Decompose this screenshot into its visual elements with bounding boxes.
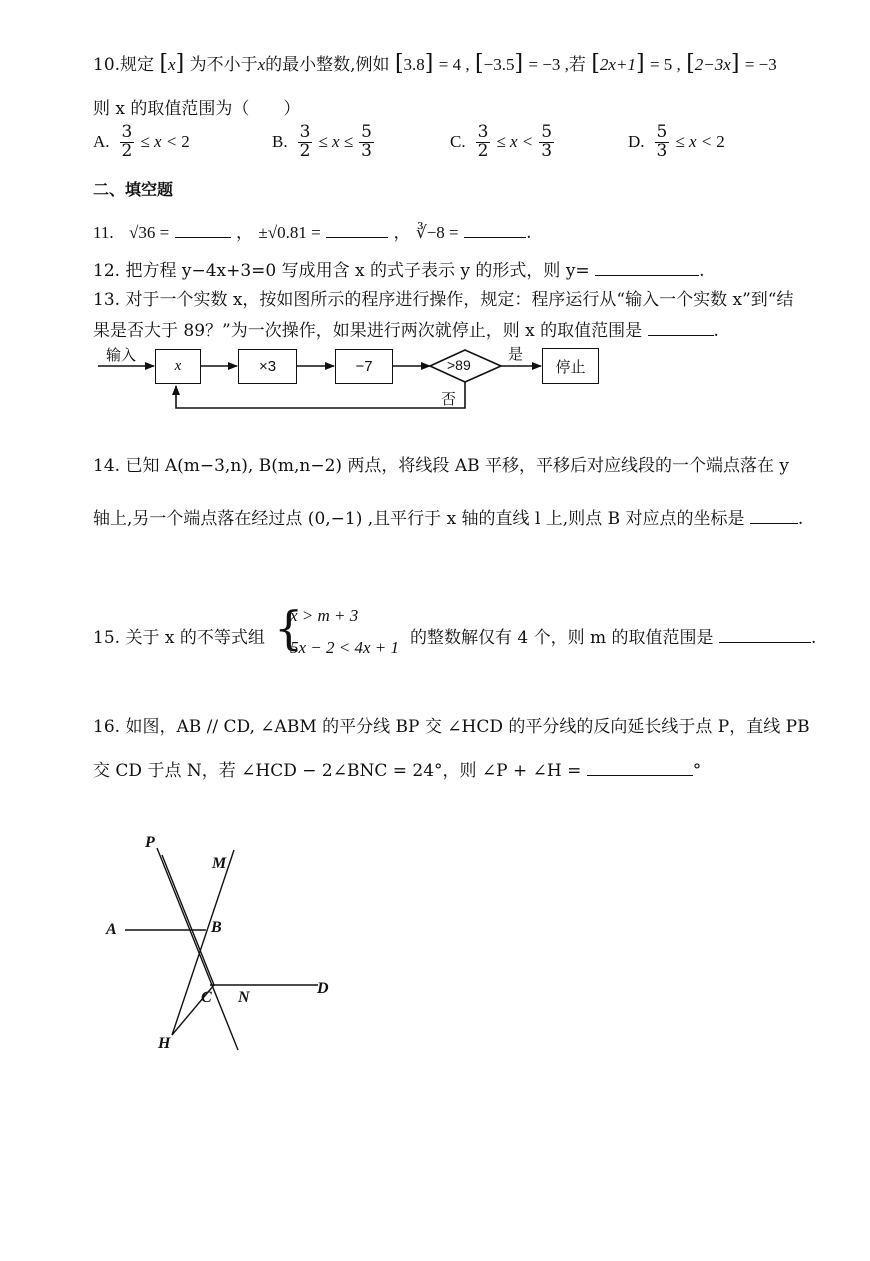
label-m: M bbox=[212, 855, 227, 872]
frac-num: 3 bbox=[299, 122, 311, 142]
q12-text: 12. 把方程 y−4x+3=0 写成用含 x 的式子表示 y 的形式，则 y= bbox=[93, 261, 590, 281]
option-mid: ≤ x ≤ bbox=[318, 132, 354, 152]
option-mid: ≤ x < bbox=[675, 132, 713, 152]
q14-line1: 14. 已知 A(m−3,n), B(m,n−2) 两点，将线段 AB 平移，平移后对应线段的一个端点落在 y bbox=[93, 456, 790, 476]
frac-den: 3 bbox=[361, 140, 372, 161]
q14-end: . bbox=[797, 509, 804, 529]
frac-den: 2 bbox=[299, 140, 311, 161]
q16-line1: 16. 如图，AB // CD, ∠ABM 的平分线 BP 交 ∠HCD 的平分线的反向延长线于点 P，直线 PB bbox=[93, 717, 810, 737]
label-c: C bbox=[201, 989, 212, 1006]
label-n: N bbox=[238, 989, 250, 1006]
frac-den: 2 bbox=[121, 140, 133, 161]
option-mid: ≤ x < bbox=[496, 132, 534, 152]
option-right: 2 bbox=[716, 132, 725, 152]
q10-cond2-val: = −3 bbox=[744, 55, 777, 74]
line-pc bbox=[162, 855, 214, 985]
flow-yes-label: 是 bbox=[508, 345, 524, 363]
q10-line2: 则 x 的取值范围为（ ） bbox=[93, 99, 301, 119]
q14-text2: 轴上,另一个端点落在经过点 (0,−1) ,且平行于 x 轴的直线 l 上,则点 B 对应点的坐标是 bbox=[93, 509, 745, 529]
option-right: 2 bbox=[181, 132, 190, 152]
label-h: H bbox=[158, 1035, 171, 1052]
frac-num: 5 bbox=[361, 122, 372, 142]
option-letter: C. bbox=[450, 132, 466, 152]
q10-prefix: 10.规定 bbox=[93, 55, 155, 75]
frac-num: 5 bbox=[656, 122, 668, 142]
flow-diamond-label: >89 bbox=[447, 357, 471, 373]
frac-num: 3 bbox=[121, 122, 133, 142]
q10-ex2-val: = −3 ,若 bbox=[528, 55, 586, 74]
label-p: P bbox=[145, 834, 155, 851]
option-mid: ≤ x < bbox=[140, 132, 178, 152]
q11-a: √36 = bbox=[129, 223, 170, 242]
q11-b: ±√0.81 = bbox=[258, 223, 321, 242]
label-b: B bbox=[211, 919, 222, 936]
q10-text-c: 的最小整数,例如 bbox=[265, 55, 390, 75]
label-a: A bbox=[106, 921, 117, 938]
q15-prefix: 15. 关于 x 的不等式组 bbox=[93, 628, 265, 648]
q10-ex1: 3.8 bbox=[403, 55, 425, 74]
frac-den: 2 bbox=[477, 140, 489, 161]
option-letter: D. bbox=[628, 132, 645, 152]
q15-end: . bbox=[810, 628, 817, 648]
q11-sep1: ， bbox=[236, 223, 254, 243]
frac-num: 3 bbox=[477, 122, 489, 142]
q11-sep2: ， bbox=[393, 223, 411, 243]
frac-num: 5 bbox=[541, 122, 553, 142]
q13-text2: 果是否大于 89？”为一次操作，如果进行两次就停止，则 x 的取值范围是 bbox=[93, 321, 643, 341]
label-d: D bbox=[317, 980, 329, 997]
flow-input-label: 输入 bbox=[106, 346, 137, 364]
frac-den: 3 bbox=[656, 140, 668, 161]
section-heading: 二、填空题 bbox=[93, 180, 174, 199]
line-pn bbox=[157, 848, 238, 1050]
q10-ex1-val: = 4 , bbox=[438, 55, 470, 74]
q15-suffix: 的整数解仅有 4 个，则 m 的取值范围是 bbox=[410, 628, 714, 648]
q15-eq2: 5x − 2 < 4x + 1 bbox=[290, 638, 400, 657]
flow-box-x-text: x bbox=[174, 358, 182, 374]
q10-line1: 10.规定 [x] 为不小于x的最小整数,例如 [3.8] = 4 , [−3.5] = −3 ,若 [2x+1] = 5 , [2−3x] = −3 bbox=[93, 51, 777, 76]
q10-cond1-val: = 5 , bbox=[649, 55, 681, 74]
q10-bracket-x: x bbox=[168, 55, 176, 74]
q16-end: ° bbox=[692, 761, 702, 781]
q10-ex2: −3.5 bbox=[483, 55, 515, 74]
line-hm bbox=[172, 850, 234, 1035]
q10-cond2: 2−3x bbox=[694, 55, 731, 74]
q12-end: . bbox=[699, 261, 705, 281]
q11-c: ∛−8 = bbox=[415, 223, 459, 242]
q16-text2: 交 CD 于点 N，若 ∠HCD − 2∠BNC = 24°，则 ∠P + ∠H = bbox=[93, 761, 582, 781]
q15-brace: { bbox=[274, 601, 304, 655]
flow-box-times3-text: ×3 bbox=[258, 358, 277, 375]
q10-text-b: 为不小于 bbox=[189, 55, 258, 75]
flow-box-minus7-text: −7 bbox=[355, 358, 373, 375]
q15-eq1: x > m + 3 bbox=[290, 606, 359, 625]
q10-x: x bbox=[257, 55, 266, 74]
q13-end: . bbox=[713, 321, 719, 341]
frac-den: 3 bbox=[541, 140, 553, 161]
q11-num: 11. bbox=[93, 223, 114, 242]
q13-line1: 13. 对于一个实数 x，按如图所示的程序进行操作，规定：程序运行从“输入一个实数 x”到“结 bbox=[93, 290, 794, 310]
option-letter: B. bbox=[272, 132, 288, 152]
flow-no-label: 否 bbox=[441, 390, 457, 408]
q10-cond1: 2x+1 bbox=[599, 55, 636, 74]
q11-end: . bbox=[526, 223, 532, 243]
flow-box-stop-text: 停止 bbox=[555, 357, 586, 376]
option-letter: A. bbox=[93, 132, 110, 152]
